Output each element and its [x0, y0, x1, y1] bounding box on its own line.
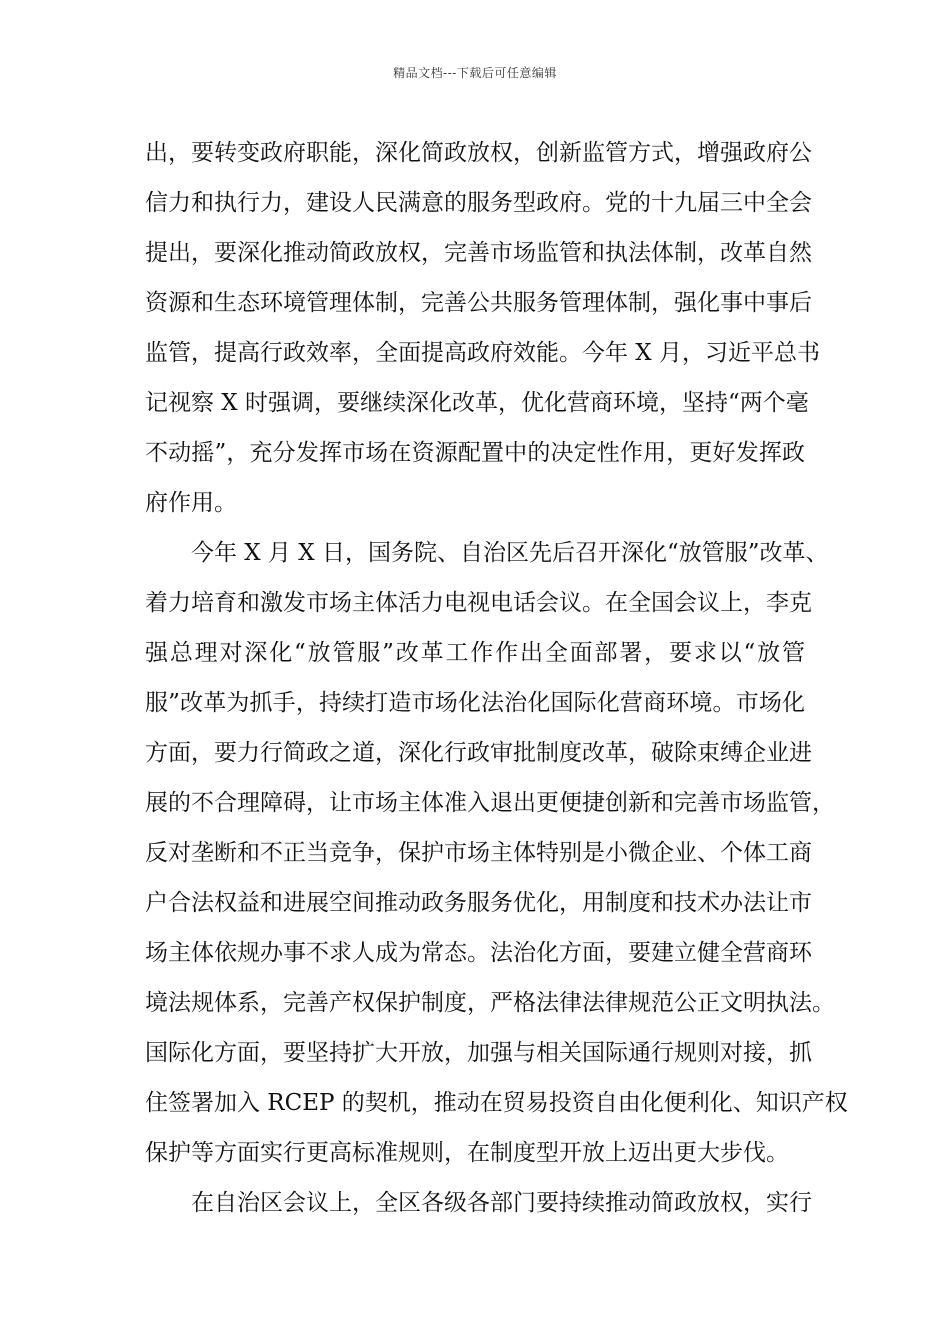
- text-line: 国际化方面，要坚持扩大开放，加强与相关国际通行规则对接，抓: [145, 1040, 812, 1066]
- text-line: 记视察 X 时强调，要继续深化改革，优化营商环境，坚持“两个毫: [145, 390, 809, 416]
- document-body: [145, 128, 848, 1228]
- text-line: 住签署加入 RCEP 的契机，推动在贸易投资自由化便利化、知识产权: [145, 1090, 848, 1116]
- page-header: 精品文档---下载后可任意编辑: [393, 66, 557, 80]
- text-line: 今年 X 月 X 日，国务院、自治区先后召开深化“放管服”改革、: [191, 540, 829, 566]
- text-line: 方面，要力行简政之道，深化行政审批制度改革，破除束缚企业进: [145, 740, 812, 766]
- paragraph-1: [145, 128, 820, 528]
- text-line: 不动摇”，充分发挥市场在资源配置中的决定性作用，更好发挥政: [145, 440, 805, 466]
- text-line: 出，要转变政府职能，深化简政放权，创新监管方式，增强政府公: [145, 140, 812, 166]
- text-line: 监管，提高行政效率，全面提高政府效能。今年 X 月，习近平总书: [145, 340, 820, 366]
- text-line: 着力培育和激发市场主体活力电视电话会议。在全国会议上，李克: [145, 590, 812, 616]
- text-line: 资源和生态环境管理体制，完善公共服务管理体制，强化事中事后: [145, 290, 812, 316]
- text-line: 场主体依规办事不求人成为常态。法治化方面，要建立健全营商环: [145, 940, 812, 966]
- text-line: 反对垄断和不正当竞争，保护市场主体特别是小微企业、个体工商: [145, 840, 812, 866]
- text-line: 强总理对深化“放管服”改革工作作出全面部署，要求以“放管: [145, 640, 805, 666]
- text-line: 府作用。: [145, 490, 237, 516]
- text-line: 展的不合理障碍，让市场主体准入退出更便捷创新和完善市场监管，: [145, 790, 835, 816]
- text-line: 提出，要深化推动简政放权，完善市场监管和执法体制，改革自然: [145, 240, 812, 266]
- text-line: 服”改革为抓手，持续打造市场化法治化国际化营商环境。市场化: [145, 690, 805, 716]
- text-line: 信力和执行力，建设人民满意的服务型政府。党的十九届三中全会: [145, 190, 812, 216]
- text-line: 保护等方面实行更高标准规则，在制度型开放上迈出更大步伐。: [145, 1140, 789, 1166]
- paragraph-3: [145, 1178, 812, 1228]
- text-line: 境法规体系，完善产权保护制度，严格法律法律规范公正文明执法。: [145, 990, 835, 1016]
- text-line: 在自治区会议上，全区各级各部门要持续推动简政放权，实行: [191, 1190, 812, 1216]
- text-line: 户合法权益和进展空间推动政务服务优化，用制度和技术办法让市: [145, 890, 812, 916]
- paragraph-2: [145, 528, 848, 1178]
